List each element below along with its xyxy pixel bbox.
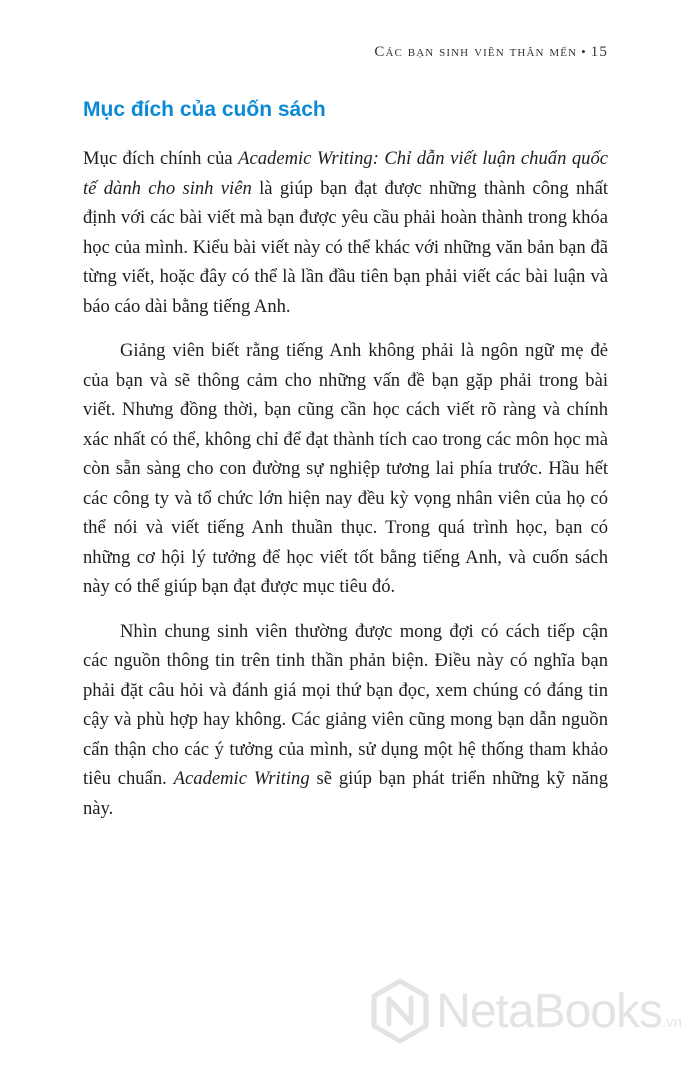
paragraph-1 xyxy=(83,144,608,321)
watermark-brand: NetaBooks xyxy=(436,984,662,1038)
body-text xyxy=(83,144,608,838)
paragraph-2: Giảng viên biết rằng tiếng Anh không phải là ngôn ngữ mẹ đẻ của bạn và sẽ thông cảm cho những vấn đề bạn gặp phải trong bài viết. Nhưng đồng thời, bạn cũng cần học cách viết rõ ràng và chính xác nhất có thể, không chỉ để đạt thành tích cao trong các môn học mà còn sẵn sàng cho con đường sự nghiệp tương lai phía trước. Hầu hết các công ty và tổ chức lớn hiện nay đều kỳ vọng nhân viên của họ có thể nói và viết tiếng Anh thuần thục. Trong quá trình học, bạn có những cơ hội lý tưởng để học viết tốt bằng tiếng Anh, và cuốn sách này có thể giúp bạn đạt được mục tiêu đó. xyxy=(83,340,608,597)
watermark xyxy=(370,975,682,1047)
book-title-short: Academic Writing xyxy=(173,768,310,789)
watermark-domain: .vn xyxy=(661,1014,682,1031)
paragraph-1-text-a: Mục đích chính của xyxy=(83,148,239,169)
paragraph-3 xyxy=(83,617,608,824)
book-title-full: Academic Writing: Chỉ dẫn viết luận chuẩn quốc tế dành cho sinh viên xyxy=(83,148,608,199)
running-title: Các bạn sinh viên thân mến xyxy=(374,44,578,60)
paragraph-3-text-a: Nhìn chung sinh viên thường được mong đợi có cách tiếp cận các nguồn thông tin trên tinh thần phản biện. Điều này có nghĩa bạn phải đặt câu hỏi và đánh giá mọi thứ bạn đọc, xem chúng có đáng tin cậy và phù hợp hay không. Các giảng viên cũng mong bạn dẫn nguồn cẩn thận cho các ý tưởng của mình, sử dụng một hệ thống tham khảo tiêu chuẩn. xyxy=(83,620,608,789)
page-number: 15 xyxy=(590,44,608,60)
section-title: Mục đích của cuốn sách xyxy=(83,98,326,121)
netabooks-logo-icon xyxy=(370,978,430,1044)
running-header xyxy=(374,44,608,61)
paragraph-1-text-b: là giúp bạn đạt được những thành công nhất định với các bài viết mà bạn được yêu cầu phải hoàn thành trong khóa học của mình. Kiểu bài viết này có thể khác với những văn bản bạn đã từng viết, hoặc đây có thể là lần đầu tiên bạn phải viết các bài luận và báo cáo dài bằng tiếng Anh. xyxy=(83,177,608,317)
paragraph-3-text-b: sẽ giúp bạn phát triển những kỹ năng này. xyxy=(83,768,608,819)
header-separator: • xyxy=(581,44,587,59)
